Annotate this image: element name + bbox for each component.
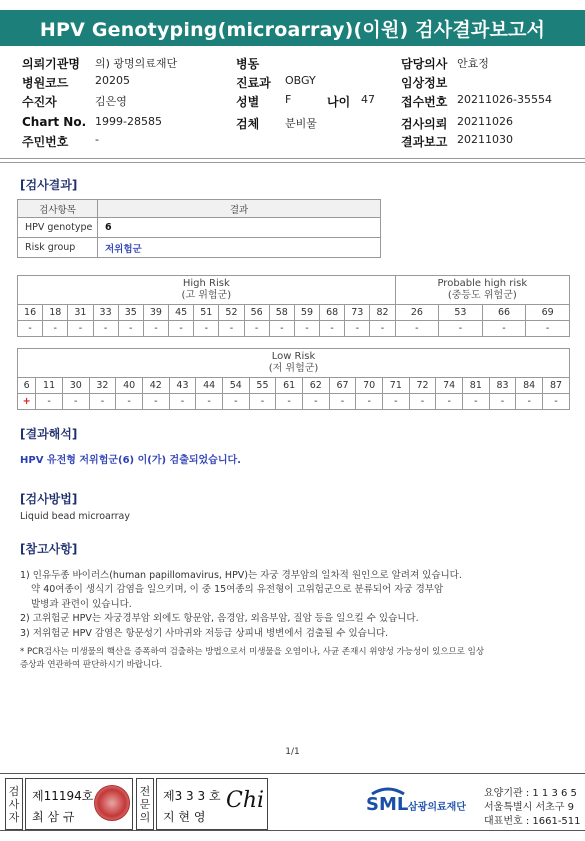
hpv-result-cell: - <box>249 394 276 410</box>
rrn-value: - <box>95 133 99 146</box>
sex-value: F <box>285 93 292 106</box>
interpretation-text: HPV 유전형 저위험군(6) 이(가) 검출되었습니다. <box>20 455 241 466</box>
hpv-type-cell: 82 <box>370 305 395 321</box>
hpv-result-cell: - <box>489 394 516 410</box>
hpv-type-cell: 35 <box>118 305 143 321</box>
signature: Chi <box>226 788 265 813</box>
hpv-type-cell: 61 <box>276 378 303 394</box>
low-risk-subtitle: (저 위험군) <box>268 363 319 374</box>
brand-logo-text: SML <box>366 794 409 815</box>
hpv-type-cell: 72 <box>409 378 436 394</box>
specialist-name: 지 현 영 <box>163 810 206 824</box>
hpv-type-cell: 74 <box>436 378 463 394</box>
hpv-type-cell: 16 <box>18 305 43 321</box>
note-line: 3) 저위험군 HPV 감염은 항문성기 사마귀와 저등급 상피내 병변에서 검출될 수 있습니다. <box>20 628 389 639</box>
hpv-type-cell: 45 <box>169 305 194 321</box>
hpv-result-cell: - <box>356 394 383 410</box>
doctor-label: 담당의사 <box>401 57 448 71</box>
chart-label: Chart No. <box>22 115 87 129</box>
hpv-type-cell: 62 <box>302 378 329 394</box>
hpv-result-cell: - <box>196 394 223 410</box>
tester-license: 제11194호 <box>32 789 94 803</box>
hpv-type-cell: 59 <box>294 305 319 321</box>
low-risk-title: Low Risk <box>271 351 316 362</box>
hpv-type-cell: 68 <box>320 305 345 321</box>
specialist-license: 제3 3 3 호 <box>163 789 221 803</box>
tester-vertical-label <box>5 778 23 830</box>
footnote-line: 증상과 연관하여 판단하시기 바랍니다. <box>20 660 163 670</box>
vertical-char: 자 <box>8 810 20 824</box>
code-label: 병원코드 <box>22 76 69 90</box>
hpv-type-cell: 84 <box>516 378 543 394</box>
clinical-label: 임상정보 <box>401 76 448 90</box>
vertical-char: 전 <box>139 784 151 798</box>
hpv-result-cell: - <box>269 321 294 337</box>
specimen-label: 검체 <box>236 117 260 131</box>
hpv-type-cell: 33 <box>93 305 118 321</box>
page-number: 1/1 <box>285 747 300 757</box>
hpv-type-cell: 70 <box>356 378 383 394</box>
hpv-result-cell: - <box>142 394 169 410</box>
hpv-result-cell: + <box>18 394 36 410</box>
patient-value: 김은영 <box>95 95 127 108</box>
hpv-result-cell: - <box>169 394 196 410</box>
address: 서울특별시 서초구 9 <box>484 802 574 813</box>
hpv-type-cell: 44 <box>196 378 223 394</box>
seal-icon <box>94 785 130 821</box>
rrn-label: 주민번호 <box>22 135 69 149</box>
hpv-type-cell: 83 <box>489 378 516 394</box>
hpv-type-cell: 43 <box>169 378 196 394</box>
doctor-value: 안효정 <box>457 57 489 70</box>
institution-code: 요양기관 : 1 1 3 6 5 <box>484 788 577 799</box>
hpv-result-cell: - <box>43 321 68 337</box>
result-item: Risk group <box>18 238 98 258</box>
report-value: 20211030 <box>457 133 513 146</box>
receipt-value: 20211026-35554 <box>457 93 552 106</box>
dept-value: OBGY <box>285 74 316 87</box>
note-line: 발병과 관련이 있습니다. <box>31 599 132 610</box>
inst-label: 의뢰기관명 <box>22 57 80 71</box>
hpv-type-cell: 87 <box>543 378 570 394</box>
hpv-result-cell: - <box>345 321 370 337</box>
hpv-type-cell: 55 <box>249 378 276 394</box>
hpv-type-cell: 31 <box>68 305 93 321</box>
dept-label: 진료과 <box>236 76 271 90</box>
hpv-type-cell: 6 <box>18 378 36 394</box>
hpv-result-cell: - <box>370 321 395 337</box>
hpv-type-cell: 53 <box>439 305 483 321</box>
hpv-result-cell: - <box>118 321 143 337</box>
result-value: 6 <box>98 218 381 238</box>
hpv-result-cell: - <box>543 394 570 410</box>
sex-label: 성별 <box>236 95 260 109</box>
hpv-type-cell: 81 <box>463 378 490 394</box>
specimen-value: 분비물 <box>285 117 317 130</box>
high-risk-result-row <box>18 321 570 337</box>
hpv-type-cell: 69 <box>526 305 570 321</box>
hpv-result-cell: - <box>439 321 483 337</box>
low-risk-header <box>18 349 570 378</box>
note-line: 2) 고위험군 HPV는 자궁경부암 외에도 항문암, 음경암, 외음부암, 질암 등을 일으킬 수 있습니다. <box>20 613 419 624</box>
probable-risk-header <box>395 276 569 305</box>
table-row <box>18 238 381 258</box>
hpv-result-cell: - <box>329 394 356 410</box>
hpv-result-cell: - <box>89 394 116 410</box>
hpv-type-cell: 51 <box>194 305 219 321</box>
hpv-result-cell: - <box>516 394 543 410</box>
hpv-type-cell: 39 <box>143 305 168 321</box>
result-table <box>17 199 381 258</box>
section-interpretation-title: [결과해석] <box>20 427 78 441</box>
hpv-result-cell: - <box>463 394 490 410</box>
low-risk-type-row <box>18 378 570 394</box>
hpv-result-cell: - <box>526 321 570 337</box>
section-result-title: [검사결과] <box>20 178 78 192</box>
age-value: 47 <box>361 93 375 106</box>
hpv-type-cell: 42 <box>142 378 169 394</box>
report-label: 결과보고 <box>401 135 448 149</box>
probable-risk-subtitle: (중등도 위험군) <box>447 290 517 301</box>
patient-info <box>22 55 577 151</box>
hpv-result-cell: - <box>93 321 118 337</box>
hpv-result-cell: - <box>222 394 249 410</box>
footnote-line: * PCR검사는 미생물의 핵산을 증폭하여 검출하는 방법으로서 미생물을 오염이나, 사균 존재시 위양성 가능성이 있으므로 임상 <box>20 647 485 657</box>
method-text: Liquid bead microarray <box>20 511 130 522</box>
phone: 대표번호 : 1661-511 <box>484 816 581 827</box>
high-risk-type-row <box>18 305 570 321</box>
note-line: 약 40여종이 생식기 감염을 일으키며, 이 중 15여종의 유전형이 고위험군으로 분류되어 자궁 경부암 <box>31 584 444 595</box>
hpv-type-cell: 66 <box>482 305 526 321</box>
hpv-result-cell: - <box>68 321 93 337</box>
hpv-result-cell: - <box>169 321 194 337</box>
code-value: 20205 <box>95 74 130 87</box>
hpv-result-cell: - <box>395 321 439 337</box>
vertical-char: 검 <box>8 784 20 798</box>
high-risk-header <box>18 276 396 305</box>
hpv-type-cell: 73 <box>345 305 370 321</box>
result-value: 저위험군 <box>98 238 381 258</box>
hpv-type-cell: 56 <box>244 305 269 321</box>
hpv-result-cell: - <box>143 321 168 337</box>
hpv-result-cell: - <box>36 394 63 410</box>
hpv-result-cell: - <box>62 394 89 410</box>
section-method-title: [검사방법] <box>20 492 78 506</box>
hpv-type-cell: 71 <box>383 378 410 394</box>
vertical-char: 의 <box>139 810 151 824</box>
ward-label: 병동 <box>236 57 260 71</box>
hpv-type-cell: 30 <box>62 378 89 394</box>
hpv-result-cell: - <box>219 321 244 337</box>
probable-risk-title: Probable high risk <box>437 278 528 289</box>
hpv-type-cell: 54 <box>222 378 249 394</box>
hpv-type-cell: 40 <box>116 378 143 394</box>
hpv-result-cell: - <box>302 394 329 410</box>
hpv-result-cell: - <box>116 394 143 410</box>
patient-label: 수진자 <box>22 95 57 109</box>
request-label: 검사의뢰 <box>401 117 448 131</box>
high-risk-subtitle: (고 위험군) <box>181 290 232 301</box>
result-header-item: 검사항목 <box>18 200 98 218</box>
high-risk-table <box>17 275 570 337</box>
hpv-result-cell: - <box>294 321 319 337</box>
hpv-result-cell: - <box>244 321 269 337</box>
hpv-type-cell: 58 <box>269 305 294 321</box>
hpv-result-cell: - <box>383 394 410 410</box>
hpv-type-cell: 11 <box>36 378 63 394</box>
hpv-type-cell: 18 <box>43 305 68 321</box>
hpv-result-cell: - <box>436 394 463 410</box>
hpv-result-cell: - <box>194 321 219 337</box>
hpv-type-cell: 67 <box>329 378 356 394</box>
receipt-label: 접수번호 <box>401 95 448 109</box>
note-line: 1) 인유두종 바이러스(human papillomavirus, HPV)는 자궁 경부암의 일차적 원인으로 알려져 있습니다. <box>20 570 462 581</box>
hpv-result-cell: - <box>482 321 526 337</box>
hpv-result-cell: - <box>320 321 345 337</box>
chart-value: 1999-28585 <box>95 115 162 128</box>
age-label: 나이 <box>327 95 351 109</box>
section-notes-title: [참고사항] <box>20 542 78 556</box>
divider <box>0 162 585 163</box>
result-item: HPV genotype <box>18 218 98 238</box>
table-row <box>18 218 381 238</box>
hpv-result-cell: - <box>18 321 43 337</box>
inst-value: 의) 광명의료재단 <box>95 57 178 70</box>
hpv-type-cell: 32 <box>89 378 116 394</box>
hpv-type-cell: 52 <box>219 305 244 321</box>
report-title: HPV Genotyping(microarray)(이원) 검사결과보고서 <box>0 10 585 46</box>
specialist-vertical-label <box>136 778 154 830</box>
hpv-type-cell: 26 <box>395 305 439 321</box>
request-value: 20211026 <box>457 115 513 128</box>
low-risk-result-row <box>18 394 570 410</box>
high-risk-title: High Risk <box>182 278 230 289</box>
footer <box>0 773 585 831</box>
brand-name: 삼광의료재단 <box>408 802 466 813</box>
low-risk-table <box>17 348 570 410</box>
divider <box>0 158 585 159</box>
hpv-result-cell: - <box>276 394 303 410</box>
vertical-char: 문 <box>139 797 151 811</box>
hpv-result-cell: - <box>409 394 436 410</box>
result-header-result: 결과 <box>98 200 381 218</box>
vertical-char: 사 <box>8 797 20 811</box>
tester-name: 최 삼 규 <box>32 810 75 824</box>
